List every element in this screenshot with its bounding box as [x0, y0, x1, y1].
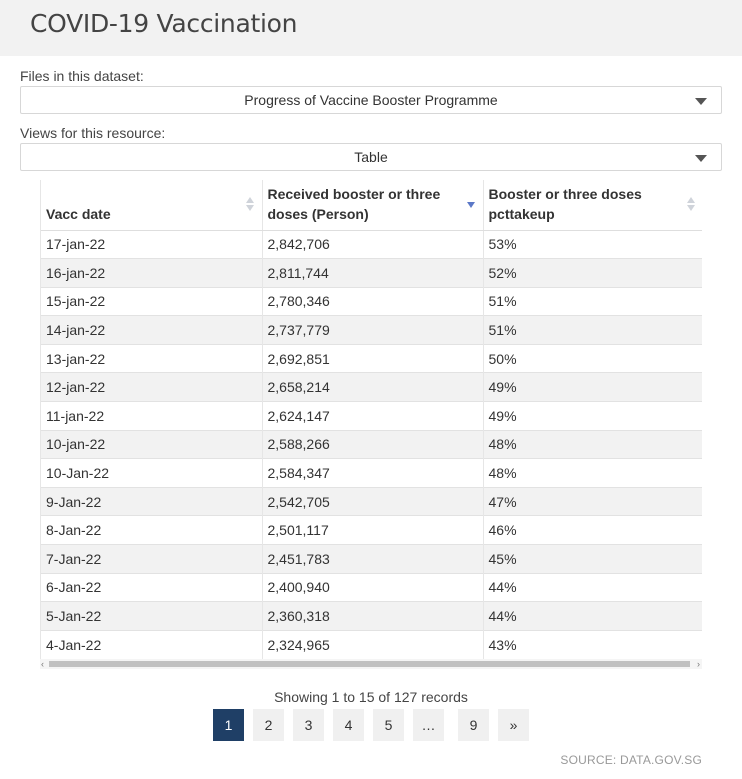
table-row [41, 573, 702, 602]
table-row [41, 287, 702, 316]
table-cell: 50% [483, 344, 702, 373]
table-cell: 47% [483, 487, 702, 516]
records-info: Showing 1 to 15 of 127 records [274, 689, 468, 705]
horizontal-scrollbar[interactable] [40, 659, 702, 669]
table-row [41, 259, 702, 288]
table-row [41, 545, 702, 574]
next-page-button[interactable]: » [498, 709, 529, 741]
table-cell: 49% [483, 402, 702, 431]
views-label: Views for this resource: [20, 125, 166, 141]
sort-desc-icon[interactable] [467, 197, 475, 213]
page-button-5[interactable]: 5 [373, 709, 404, 741]
table-cell: 2,692,851 [262, 344, 483, 373]
column-header[interactable] [483, 180, 702, 230]
page-ellipsis: … [413, 709, 444, 741]
sort-icon[interactable] [246, 197, 254, 213]
table-cell: 13-jan-22 [41, 344, 262, 373]
table-cell: 17-jan-22 [41, 230, 262, 259]
chevron-down-icon [695, 98, 707, 105]
table-cell: 2,780,346 [262, 287, 483, 316]
table-cell: 43% [483, 630, 702, 659]
table-cell: 48% [483, 430, 702, 459]
table-cell: 4-Jan-22 [41, 630, 262, 659]
table-cell: 44% [483, 602, 702, 631]
page-button-1[interactable]: 1 [213, 709, 244, 741]
page-title: COVID-19 Vaccination [30, 9, 298, 38]
table-cell: 45% [483, 545, 702, 574]
table-cell: 6-Jan-22 [41, 573, 262, 602]
column-header-label: Received booster or three doses (Person) [267, 185, 441, 222]
table-cell: 51% [483, 316, 702, 345]
table-row [41, 630, 702, 659]
scroll-left-icon[interactable]: ‹ [41, 659, 44, 669]
table-cell: 49% [483, 373, 702, 402]
table-cell: 8-Jan-22 [41, 516, 262, 545]
table-cell: 2,842,706 [262, 230, 483, 259]
table-cell: 2,400,940 [262, 573, 483, 602]
table-row [41, 487, 702, 516]
table-cell: 46% [483, 516, 702, 545]
table-cell: 9-Jan-22 [41, 487, 262, 516]
table-row [41, 430, 702, 459]
table-cell: 10-Jan-22 [41, 459, 262, 488]
table-row [41, 373, 702, 402]
table-cell: 16-jan-22 [41, 259, 262, 288]
table-cell: 7-Jan-22 [41, 545, 262, 574]
column-header[interactable] [41, 180, 262, 230]
table-header-row [41, 180, 702, 230]
table-cell: 12-jan-22 [41, 373, 262, 402]
table-cell: 2,501,117 [262, 516, 483, 545]
table-cell: 2,811,744 [262, 259, 483, 288]
chevron-down-icon [695, 155, 707, 162]
source-credit: SOURCE: DATA.GOV.SG [560, 753, 702, 767]
table-cell: 14-jan-22 [41, 316, 262, 345]
view-select-value: Table [354, 149, 388, 165]
table-cell: 51% [483, 287, 702, 316]
table-row [41, 344, 702, 373]
table-row [41, 316, 702, 345]
file-select-value: Progress of Vaccine Booster Programme [244, 92, 498, 108]
table-cell: 48% [483, 459, 702, 488]
table-cell: 11-jan-22 [41, 402, 262, 431]
table-cell: 2,360,318 [262, 602, 483, 631]
table-cell: 2,324,965 [262, 630, 483, 659]
table-cell: 2,542,705 [262, 487, 483, 516]
table-cell: 2,658,214 [262, 373, 483, 402]
column-header-label: Vacc date [46, 205, 111, 222]
table-row [41, 459, 702, 488]
sort-icon[interactable] [687, 197, 695, 213]
data-table-container [40, 180, 702, 668]
page-button-9[interactable]: 9 [458, 709, 489, 741]
file-select[interactable] [20, 86, 722, 114]
view-select[interactable] [20, 143, 722, 171]
table-body [41, 230, 702, 659]
table-cell: 53% [483, 230, 702, 259]
table-cell: 44% [483, 573, 702, 602]
table-cell: 5-Jan-22 [41, 602, 262, 631]
table-cell: 2,737,779 [262, 316, 483, 345]
page-button-4[interactable]: 4 [333, 709, 364, 741]
table-cell: 2,624,147 [262, 402, 483, 431]
table-cell: 2,451,783 [262, 545, 483, 574]
page-header [0, 0, 742, 56]
column-header-label: Booster or three doses pcttakeup [488, 185, 642, 222]
table-cell: 2,588,266 [262, 430, 483, 459]
scrollbar-thumb[interactable] [49, 661, 690, 667]
table-row [41, 402, 702, 431]
scroll-right-icon[interactable]: › [697, 659, 700, 669]
data-table [41, 180, 702, 659]
table-row [41, 516, 702, 545]
page-button-3[interactable]: 3 [293, 709, 324, 741]
files-label: Files in this dataset: [20, 68, 144, 84]
table-cell: 10-jan-22 [41, 430, 262, 459]
column-header[interactable] [262, 180, 483, 230]
page-button-2[interactable]: 2 [253, 709, 284, 741]
table-cell: 52% [483, 259, 702, 288]
table-cell: 2,584,347 [262, 459, 483, 488]
table-row [41, 230, 702, 259]
table-row [41, 602, 702, 631]
table-cell: 15-jan-22 [41, 287, 262, 316]
